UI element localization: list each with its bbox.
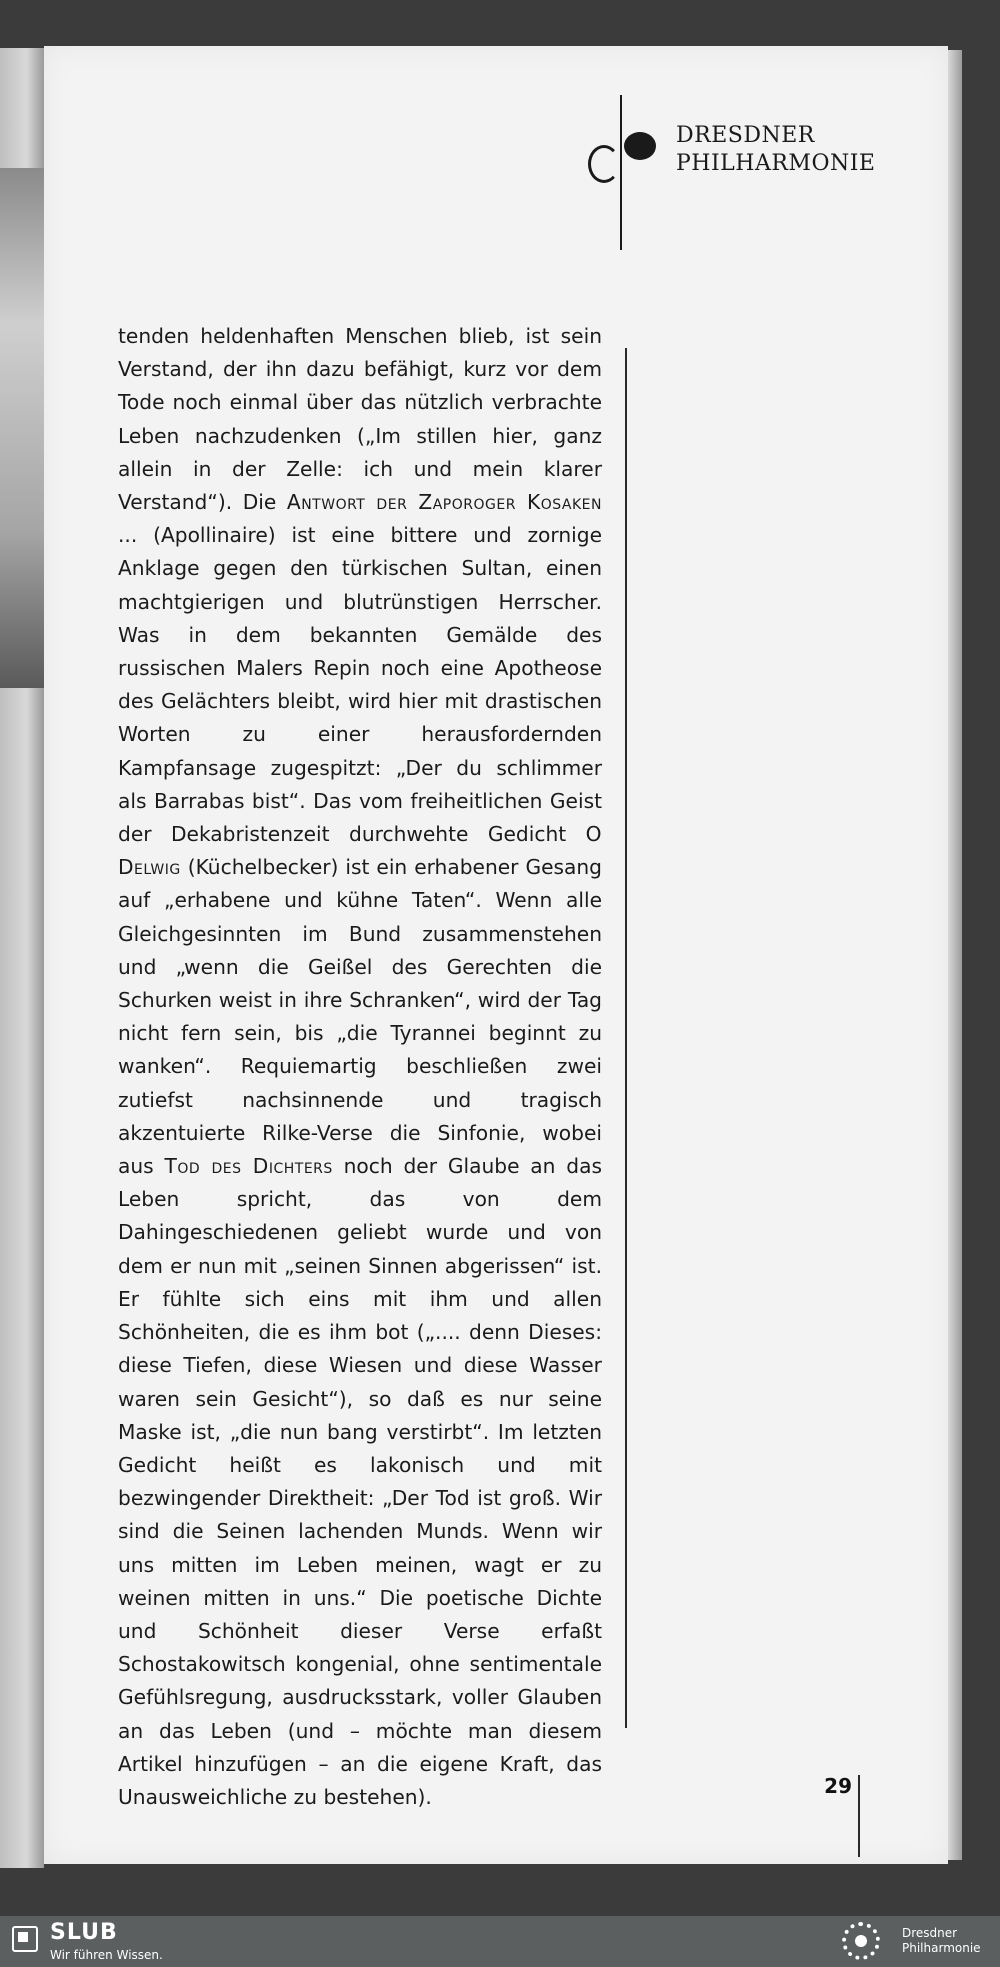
poem-title-delwig: O Delwig [118,822,602,880]
text-segment: noch der Glaube an das Leben spricht, das von dem Dahingeschiedenen geliebt wurde und von dem er nun mit „seinen Sinnen abgerissen“ ist. Er fühlte sich eins mit ihm und allen Schönheiten, die es ihm bot („.... denn Dieses: diese Tiefen, diese Wiesen und diese Wasser waren sein Gesicht“), so daß es nur seine Maske ist, „die nun bang verstirbt“. Im letzten Gedicht heißt es lakonisch und mit bezwingender Direktheit: „Der Tod ist groß. Wir sind die Seinen lachenden Munds. Wenn wir uns mitten im Leben meinen, wagt er zu weinen mitten in uns.“ Die poetische Dichte und Schönheit dieser Verse erfaßt Schostakowitsch kongenial, ohne sentimentale Gefühlsregung, ausdrucksstark, voller Glauben an das Leben (und – möchte man diesem Artikel hinzufügen – an die eigene Kraft, das Unausweichliche zu bestehen). [118,1154,602,1809]
page-number: 29 [824,1774,852,1798]
slub-square-icon[interactable] [12,1926,38,1952]
column-rule [625,348,627,1728]
logo-wordmark [676,122,876,178]
logo-line-1: DRESDNER [676,123,815,148]
logo-dot-icon [624,132,656,160]
text-segment: ... (Apollinaire) ist eine bittere und zornige Anklage gegen den türkischen Sultan, einen machtgierigen und blutrünstigen Herrscher. Was in dem bekannten Gemälde des russischen Malers Repin noch eine Apotheose des Gelächters bleibt, wird hier mit drastischen Worten zu einer herausfordernden Kampfansage zugespitzt: „Der du schlimmer als Barrabas bist“. Das vom freiheitlichen Geist der Dekabristenzeit durchwehte Gedicht [118,523,602,847]
body-paragraph [118,320,602,1814]
footer-bar [0,1916,1000,1967]
slub-tagline: Wir führen Wissen. [50,1948,163,1962]
logo-circle-icon [588,145,620,183]
body-text [118,320,602,1814]
phil-line-2: Philharmonie [902,1941,981,1955]
poem-title-antwort: Antwort der Zaporoger Kosaken [286,490,602,515]
text-segment: (Küchelbecker) ist ein erhabener Gesang auf „erhabene und kühne Taten“. Wenn alle Gleichgesinnten im Bund zusammenstehen und „wenn die Geißel des Gerechten die Schurken weist in ihre Schranken“, wird der Tag nicht fern sein, bis „die Tyrannei beginnt zu wanken“. Requiemartig beschließen zwei zutiefst nachsinnende und tragisch akzentuierte Rilke-Verse die Sinfonie, wobei aus [118,855,602,1179]
philharmonie-logo-text[interactable] [902,1926,981,1956]
page-edge-right [948,50,962,1860]
text-segment: tenden heldenhaften Menschen blieb, ist sein Verstand, der ihn dazu befähigt, kurz vor dem Tode noch einmal über das nützlich verbrachte Leben nachzudenken („Im stillen hier, ganz allein in der Zelle: ich und mein klarer Verstand“). Die [118,324,602,515]
phil-line-1: Dresdner [902,1926,958,1940]
poem-title-tod: Tod des Dichters [164,1154,333,1179]
philharmonie-sun-icon[interactable] [842,1922,880,1960]
logo-rule [620,95,622,250]
logo-line-2: PHILHARMONIE [676,151,876,176]
slub-logo-text[interactable]: SLUB [50,1920,118,1945]
adjacent-photo-fragment [0,168,44,688]
page-number-rule [858,1775,860,1857]
adjacent-page-edge [0,48,44,1868]
